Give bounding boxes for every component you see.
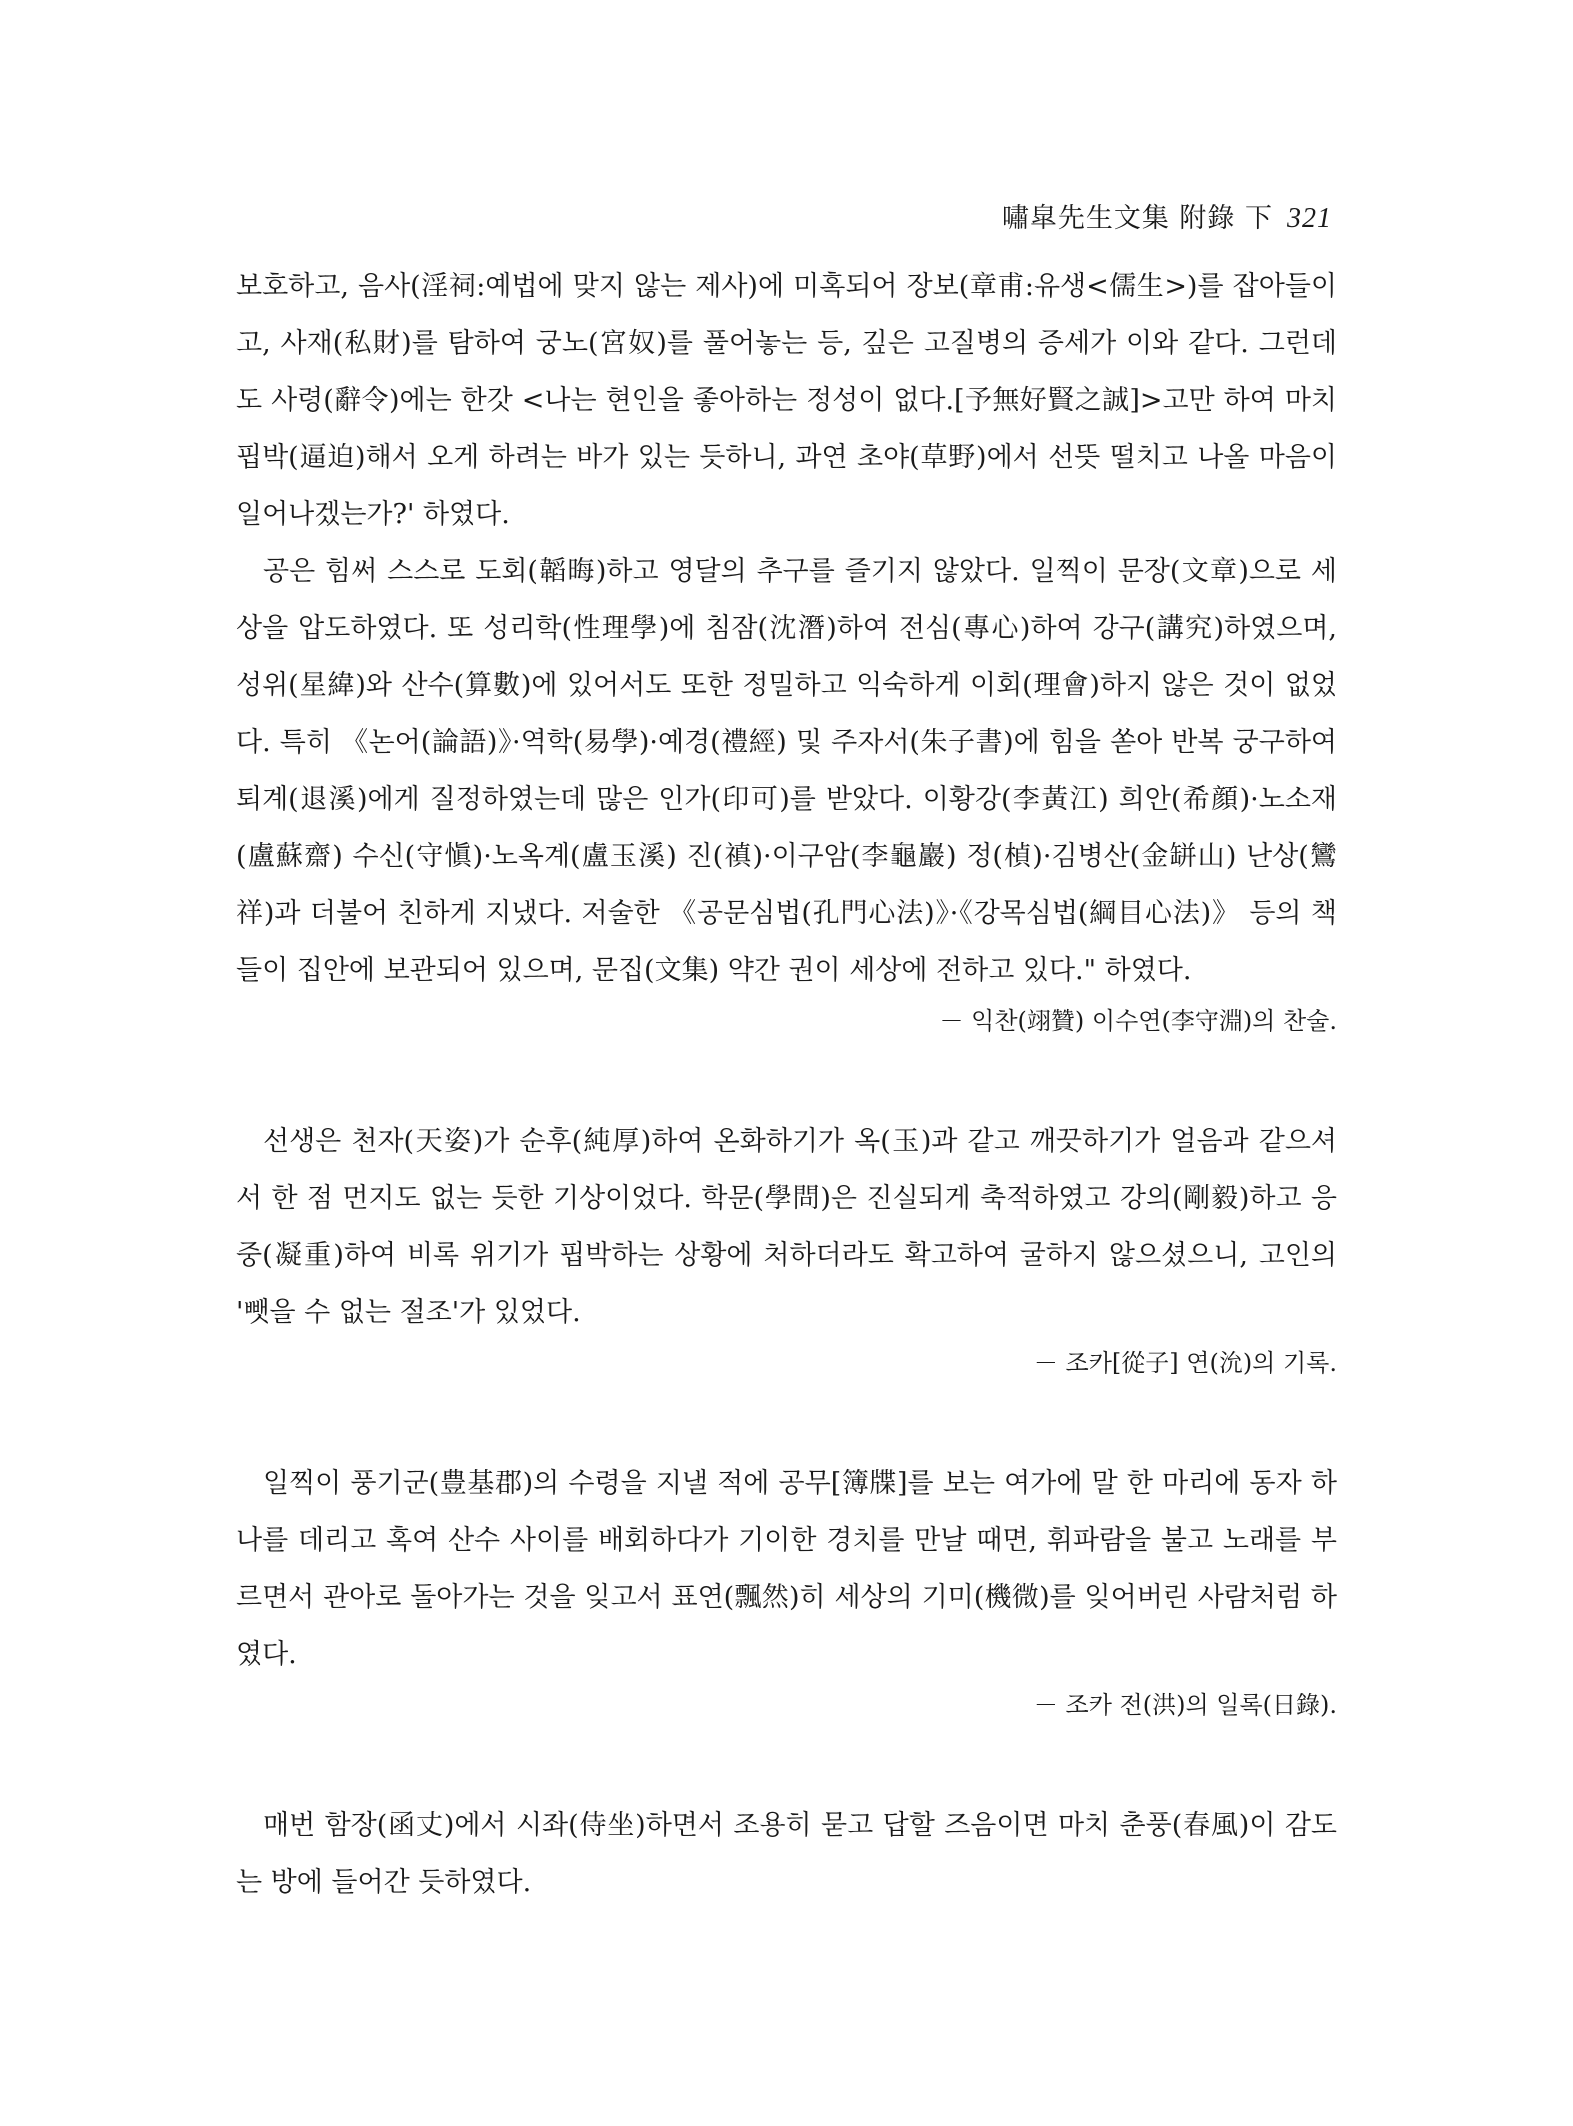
source-attribution: － 조카[從子] 연(沇)의 기록. — [1033, 1349, 1337, 1377]
source-attribution: － 조카 전(洪)의 일록(日錄). — [1033, 1691, 1337, 1719]
page-body — [236, 258, 1337, 1911]
paragraph: 공은 힘써 스스로 도회(韜晦)하고 영달의 추구를 즐기지 않았다. 일찍이 문장(文章)으로 세상을 압도하였다. 또 성리학(性理學)에 침잠(沈潛)하여 전심(專心)하여 강구(講究)하였으며, 성위(星緯)와 산수(算數)에 있어서도 또한 정밀하고 익숙하게 이회(理會)하지 않은 것이 없었다. 특히 《논어(論語)》·역학(易學)·예경(禮經) 및 주자서(朱子書)에 힘을 쏟아 반복 궁구하여 퇴계(退溪)에게 질정하였는데 많은 인가(印可)를 받았다. 이황강(李黃江) 희안(希顔)·노소재(盧蘇齋) 수신(守愼)·노옥계(盧玉溪) 진(禛)·이구암(李龜巖) 정(楨)·김병산(金缾山) 난상(鸞祥)과 더불어 친하게 지냈다. 저술한 《공문심법(孔門心法)》·《강목심법(綱目心法)》 등의 책들이 집안에 보관되어 있으며, 문집(文集) 약간 권이 세상에 전하고 있다." 하였다. — [236, 556, 1337, 986]
section-gap — [236, 1383, 1337, 1455]
paragraph-continuation: 보호하고, 음사(淫祠:예법에 맞지 않는 제사)에 미혹되어 장보(章甫:유생<儒生>)를 잡아들이고, 사재(私財)를 탐하여 궁노(宮奴)를 풀어놓는 등, 깊은 고질병의 증세가 이와 같다. 그런데도 사령(辭令)에는 한갓 <나는 현인을 좋아하는 정성이 없다.[予無好賢之誠]>고만 하여 마치 핍박(逼迫)해서 오게 하려는 바가 있는 듯하니, 과연 초야(草野)에서 선뜻 떨치고 나올 마음이 일어나겠는가?' 하였다. — [236, 271, 1337, 530]
section-4 — [236, 1797, 1337, 1911]
section-gap — [236, 1725, 1337, 1797]
paragraph: 일찍이 풍기군(豊基郡)의 수령을 지낼 적에 공무[簿牒]를 보는 여가에 말 한 마리에 동자 하나를 데리고 혹여 산수 사이를 배회하다가 기이한 경치를 만날 때면, 휘파람을 불고 노래를 부르면서 관아로 돌아가는 것을 잊고서 표연(飄然)히 세상의 기미(機微)를 잊어버린 사람처럼 하였다. — [236, 1468, 1337, 1670]
section-3 — [236, 1455, 1337, 1725]
section-2 — [236, 1113, 1337, 1383]
running-header — [1002, 196, 1332, 235]
book-title: 嘯皐先生文集 附錄 下 — [1001, 203, 1273, 234]
section-gap — [236, 1041, 1337, 1113]
source-attribution: － 익찬(翊贊) 이수연(李守淵)의 찬술. — [939, 1007, 1337, 1035]
page-number: 321 — [1287, 203, 1332, 234]
paragraph: 선생은 천자(天姿)가 순후(純厚)하여 온화하기가 옥(玉)과 같고 깨끗하기가 얼음과 같으셔서 한 점 먼지도 없는 듯한 기상이었다. 학문(學問)은 진실되게 축적하였고 강의(剛毅)하고 응중(凝重)하여 비록 위기가 핍박하는 상황에 처하더라도 확고하여 굴하지 않으셨으니, 고인의 '뺏을 수 없는 절조'가 있었다. — [236, 1126, 1337, 1328]
section-1 — [236, 258, 1337, 1041]
paragraph: 매번 함장(函丈)에서 시좌(侍坐)하면서 조용히 묻고 답할 즈음이면 마치 춘풍(春風)이 감도는 방에 들어간 듯하였다. — [236, 1810, 1337, 1898]
